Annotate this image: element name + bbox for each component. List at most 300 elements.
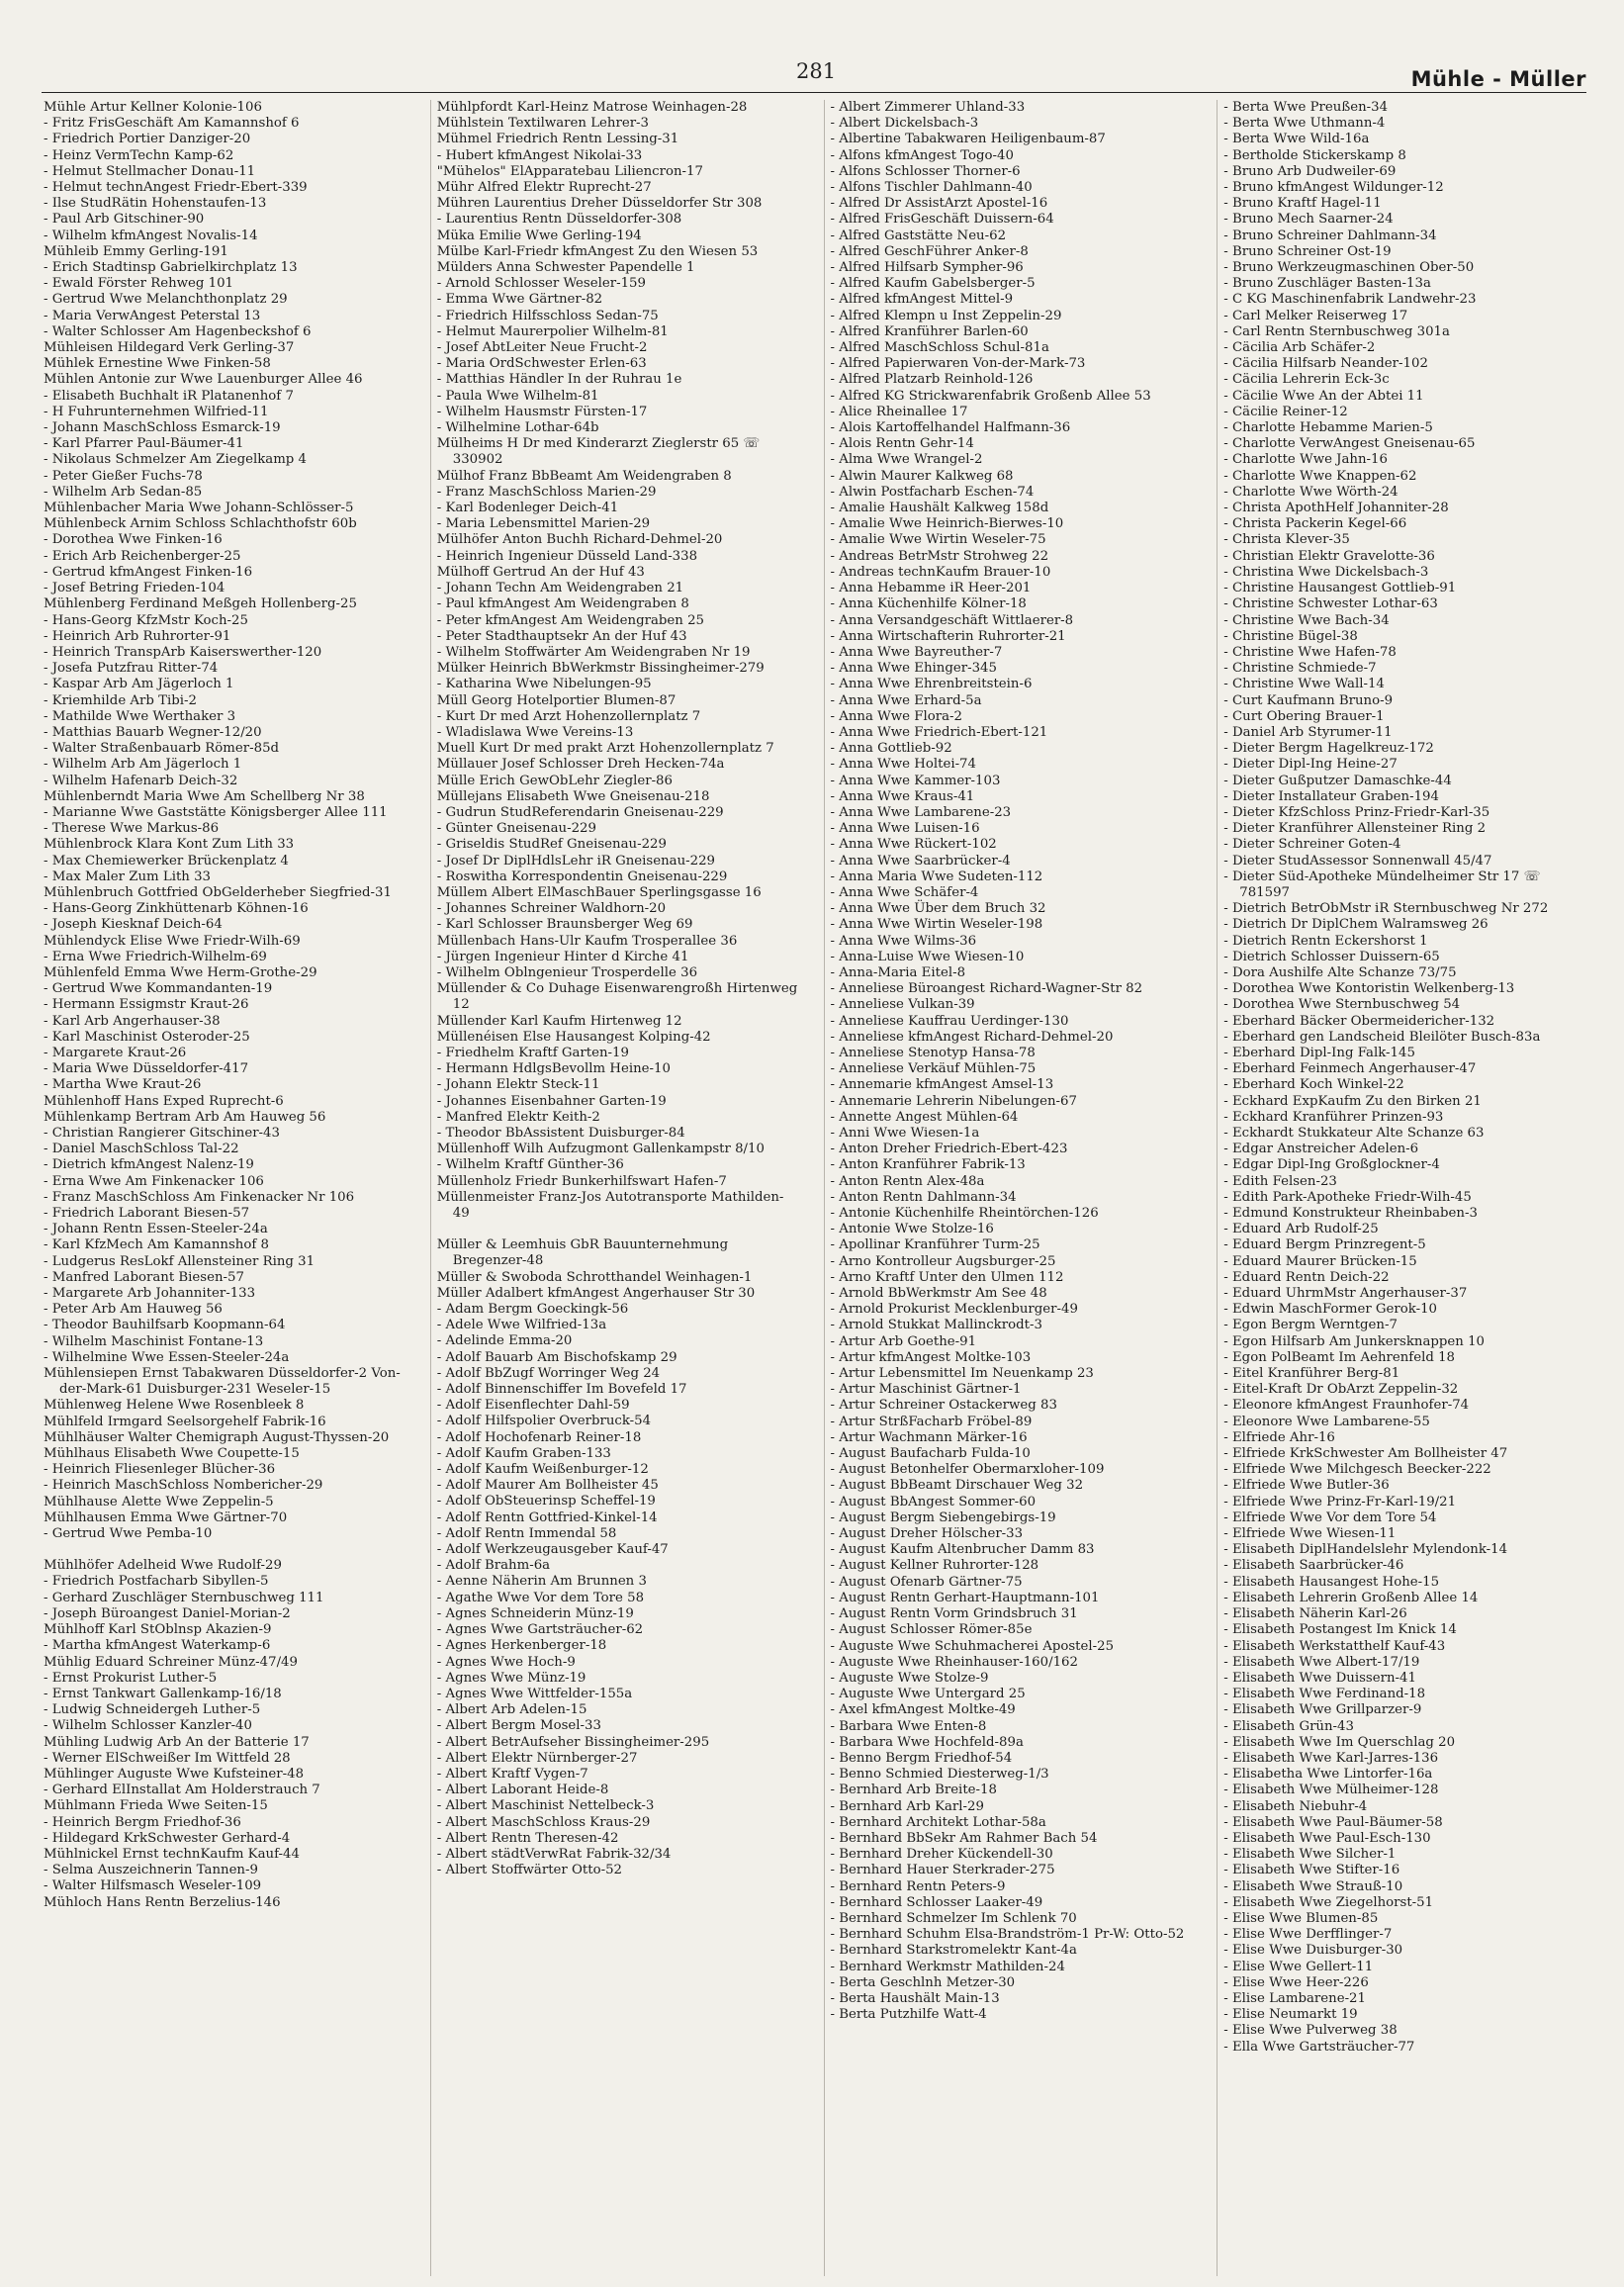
directory-entry: - Dieter StudAssessor Sonnenwall 45/47 xyxy=(1223,853,1492,869)
directory-entry: Müllejans Elisabeth Wwe Gneisenau-218 xyxy=(436,788,710,804)
page-number: 281 xyxy=(796,59,837,83)
directory-entry: - Laurentius Rentn Düsseldorfer-308 xyxy=(436,212,682,228)
directory-entry: - Anna Wwe Erhard-5a xyxy=(830,692,982,708)
directory-entry: - Arnold Schlosser Weseler-159 xyxy=(436,276,646,292)
directory-entry: - Agathe Wwe Vor dem Tore 58 xyxy=(436,1590,645,1605)
directory-entry: - Anna Wwe Saarbrücker-4 xyxy=(830,853,1011,869)
columns-container xyxy=(44,100,1586,2276)
directory-entry: - Elise Neumarkt 19 xyxy=(1223,2007,1358,2023)
directory-entry: - Christine Bügel-38 xyxy=(1223,628,1358,644)
directory-entry: - Gudrun StudReferendarin Gneisenau-229 xyxy=(436,804,724,820)
directory-entry: - Bernhard Architekt Lothar-58a xyxy=(830,1814,1046,1830)
directory-entry: - Albert Bergm Mosel-33 xyxy=(436,1718,601,1734)
directory-entry: - Elise Wwe Blumen-85 xyxy=(1223,1910,1379,1926)
directory-entry: Mühlpfordt Karl-Heinz Matrose Weinhagen-28 xyxy=(436,100,748,115)
directory-entry: - Adolf BbZugf Worringer Weg 24 xyxy=(436,1365,661,1381)
directory-entry: - Albertine Tabakwaren Heiligenbaum-87 xyxy=(830,132,1106,147)
directory-entry: - Elisabeth Wwe Strauß-10 xyxy=(1223,1878,1403,1894)
directory-entry: Mühlendyck Elise Wwe Friedr-Wilh-69 xyxy=(44,933,301,949)
directory-entry: - Anneliese Stenotyp Hansa-78 xyxy=(830,1045,1036,1060)
directory-entry: - Dieter Dipl-Ing Heine-27 xyxy=(1223,757,1398,773)
directory-entry: - Gerhard ElInstallat Am Holderstrauch 7 xyxy=(44,1783,320,1798)
directory-entry: - Karl Pfarrer Paul-Bäumer-41 xyxy=(44,436,244,452)
directory-entry: - Mathilde Wwe Werthaker 3 xyxy=(44,708,236,724)
directory-entry: - Alfred Gaststätte Neu-62 xyxy=(830,228,1007,243)
directory-entry: - Heinrich TranspArb Kaiserswerther-120 xyxy=(44,644,322,660)
directory-entry: - Elisabeth Buchhalt iR Platanenhof 7 xyxy=(44,388,294,404)
directory-entry: Mühle Artur Kellner Kolonie-106 xyxy=(44,100,262,115)
directory-entry: - Barbara Wwe Enten-8 xyxy=(830,1718,987,1734)
directory-entry: - Artur Schreiner Ostackerweg 83 xyxy=(830,1398,1057,1414)
directory-entry: - Elise Wwe Duisburger-30 xyxy=(1223,1943,1403,1959)
directory-entry: - Benno Schmied Diesterweg-1/3 xyxy=(830,1767,1049,1783)
directory-entry: - Bernhard Schlosser Laaker-49 xyxy=(830,1894,1043,1910)
directory-entry: - Ernst Tankwart Gallenkamp-16/18 xyxy=(44,1686,282,1701)
directory-entry: - Wilhelm Maschinist Fontane-13 xyxy=(44,1333,264,1349)
directory-entry: - Christa ApothHelf Johanniter-28 xyxy=(1223,501,1449,516)
directory-entry: - Anna Wirtschafterin Ruhrorter-21 xyxy=(830,628,1066,644)
directory-entry: - Eleonore kfmAngest Fraunhofer-74 xyxy=(1223,1398,1470,1414)
directory-entry: - Roswitha Korrespondentin Gneisenau-229 xyxy=(436,869,728,884)
directory-entry: Mülker Heinrich BbWerkmstr Bissingheimer-279 xyxy=(436,661,765,677)
directory-entry: - Anneliese Büroangest Richard-Wagner-Str 82 xyxy=(830,981,1143,997)
directory-entry: - Elisabeth Niebuhr-4 xyxy=(1223,1798,1368,1814)
directory-entry: - Emma Wwe Gärtner-82 xyxy=(436,292,603,308)
directory-entry: - Eberhard Dipl-Ing Falk-145 xyxy=(1223,1045,1415,1060)
directory-entry: - August BbBeamt Dirschauer Weg 32 xyxy=(830,1478,1084,1494)
directory-entry: - Walter Schlosser Am Hagenbeckshof 6 xyxy=(44,323,312,339)
directory-entry: - Therese Wwe Markus-86 xyxy=(44,821,220,837)
directory-entry: - Bernhard Rentn Peters-9 xyxy=(830,1878,1006,1894)
directory-entry: - Johannes Schreiner Waldhorn-20 xyxy=(436,901,667,917)
directory-entry: - Elisabeth Wwe Ziegelhorst-51 xyxy=(1223,1894,1434,1910)
directory-entry: - Ernst Prokurist Luther-5 xyxy=(44,1670,218,1686)
directory-entry: - Charlotte Wwe Knappen-62 xyxy=(1223,468,1417,484)
directory-entry: - Hildegard KrkSchwester Gerhard-4 xyxy=(44,1830,291,1846)
directory-entry: - Dietrich BetrObMstr iR Sternbuschweg Nr 272 xyxy=(1223,901,1549,917)
directory-entry: - Helmut Maurerpolier Wilhelm-81 xyxy=(436,323,669,339)
directory-entry: Mülheims H Dr med Kinderarzt Zieglerstr 65 ☏ 330902 xyxy=(436,436,761,468)
directory-entry: Mühlen Antonie zur Wwe Lauenburger Allee 46 xyxy=(44,372,363,388)
directory-entry: - Alfred MaschSchloss Schul-81a xyxy=(830,340,1049,356)
directory-entry: - Dieter KfzSchloss Prinz-Friedr-Karl-35 xyxy=(1223,804,1490,820)
directory-entry: - Günter Gneisenau-229 xyxy=(436,821,596,837)
directory-entry: - Elisabeth Wwe Im Querschlag 20 xyxy=(1223,1734,1456,1750)
directory-entry: Mühlenbruch Gottfried ObGelderheber Siegfried-31 xyxy=(44,884,392,900)
directory-entry: - Max Maler Zum Lith 33 xyxy=(44,869,212,884)
directory-entry: - Agnes Schneiderin Münz-19 xyxy=(436,1605,634,1621)
directory-entry: Mühlstein Textilwaren Lehrer-3 xyxy=(436,116,649,132)
directory-entry: - Peter Gießer Fuchs-78 xyxy=(44,468,203,484)
directory-entry: - Margarete Kraut-26 xyxy=(44,1045,187,1060)
directory-entry: - Gertrud Wwe Melanchthonplatz 29 xyxy=(44,292,288,308)
directory-entry: - Christian Elektr Gravelotte-36 xyxy=(1223,548,1435,564)
directory-entry: - Alfred Papierwaren Von-der-Mark-73 xyxy=(830,356,1086,372)
directory-entry: - Josef Dr DiplHdlsLehr iR Gneisenau-229 xyxy=(436,853,716,869)
directory-entry: - Nikolaus Schmelzer Am Ziegelkamp 4 xyxy=(44,452,307,468)
directory-entry: - Berta Wwe Uthmann-4 xyxy=(1223,116,1386,132)
directory-entry: - Katharina Wwe Nibelungen-95 xyxy=(436,677,652,692)
directory-entry: - Andreas technKaufm Brauer-10 xyxy=(830,564,1051,580)
directory-entry: - Carl Rentn Sternbuschweg 301a xyxy=(1223,323,1450,339)
directory-entry: - Elfriede Wwe Vor dem Tore 54 xyxy=(1223,1509,1437,1525)
directory-entry: - Artur Wachmann Märker-16 xyxy=(830,1429,1028,1445)
directory-entry: - Gertrud Wwe Kommandanten-19 xyxy=(44,981,273,997)
directory-entry: - August Kellner Ruhrorter-128 xyxy=(830,1558,1039,1574)
directory-entry: - Wilhelm Arb Am Jägerloch 1 xyxy=(44,757,242,773)
directory-entry: - Maria Wwe Düsseldorfer-417 xyxy=(44,1061,249,1077)
directory-entry: - Amalie Haushält Kalkweg 158d xyxy=(830,501,1049,516)
directory-entry: - Kurt Dr med Arzt Hohenzollernplatz 7 xyxy=(436,708,701,724)
directory-entry: - Anton Rentn Dahlmann-34 xyxy=(830,1189,1017,1205)
directory-entry: Mühlenberndt Maria Wwe Am Schellberg Nr 38 xyxy=(44,788,365,804)
directory-entry: - Bernhard Schuhm Elsa-Brandström-1 Pr-W: Otto-52 xyxy=(830,1927,1185,1943)
directory-entry: - Alice Rheinallee 17 xyxy=(830,404,968,419)
directory-entry: - Benno Bergm Friedhof-54 xyxy=(830,1750,1013,1766)
directory-entry: - Albert BetrAufseher Bissingheimer-295 xyxy=(436,1734,710,1750)
directory-entry: - Anneliese Kauffrau Uerdinger-130 xyxy=(830,1013,1069,1029)
column-4 xyxy=(1217,100,1586,2276)
directory-entry: - Arnold BbWerkmstr Am See 48 xyxy=(830,1286,1047,1302)
directory-entry: - Alfred kfmAngest Mittel-9 xyxy=(830,292,1014,308)
directory-entry: - Dieter Installateur Graben-194 xyxy=(1223,788,1439,804)
directory-entry: - Adolf Eisenflechter Dahl-59 xyxy=(436,1398,630,1414)
directory-entry: - Agnes Herkenberger-18 xyxy=(436,1638,607,1654)
directory-entry: Mühlenberg Ferdinand Meßgeh Hollenberg-25 xyxy=(44,596,357,612)
directory-entry: Mühlig Eduard Schreiner Münz-47/49 xyxy=(44,1654,298,1670)
directory-entry: - Franz MaschSchloss Am Finkenacker Nr 106 xyxy=(44,1189,355,1205)
directory-entry: - Karl Arb Angerhauser-38 xyxy=(44,1013,221,1029)
directory-entry: - Elisabeth Wwe Grillparzer-9 xyxy=(1223,1702,1422,1718)
directory-entry: - Christine Hausangest Gottlieb-91 xyxy=(1223,581,1457,596)
directory-entry: - August Rentn Vorm Grindsbruch 31 xyxy=(830,1606,1078,1622)
directory-entry: - August BbAngest Sommer-60 xyxy=(830,1494,1037,1509)
directory-entry: - Heinrich Bergm Friedhof-36 xyxy=(44,1814,241,1830)
directory-entry: - Bernhard Starkstromelektr Kant-4a xyxy=(830,1943,1077,1959)
column-3 xyxy=(824,100,1194,2276)
directory-entry: - Albert Elektr Nürnberger-27 xyxy=(436,1750,638,1766)
directory-entry: - Paul kfmAngest Am Weidengraben 8 xyxy=(436,596,689,612)
directory-entry: - Hermann HdlgsBevollm Heine-10 xyxy=(436,1061,671,1077)
directory-entry: - Christine Wwe Bach-34 xyxy=(1223,612,1390,628)
directory-entry: - Elise Wwe Derfflinger-7 xyxy=(1223,1927,1393,1943)
directory-entry: - Alois Rentn Gehr-14 xyxy=(830,436,974,452)
directory-entry: - Artur Arb Goethe-91 xyxy=(830,1333,977,1349)
directory-entry: - Alois Kartoffelhandel Halfmann-36 xyxy=(830,420,1071,436)
directory-entry: Mühloch Hans Rentn Berzelius-146 xyxy=(44,1894,281,1910)
directory-entry: - Bertholde Stickerskamp 8 xyxy=(1223,147,1406,163)
directory-entry: - Bernhard Werkmstr Mathilden-24 xyxy=(830,1959,1065,1974)
directory-entry: - Manfred Laborant Biesen-57 xyxy=(44,1269,244,1285)
directory-entry: - Erna Wwe Friedrich-Wilhelm-69 xyxy=(44,949,267,964)
directory-entry: Müllender & Co Duhage Eisenwarengroßh Hirtenweg 12 xyxy=(436,981,798,1013)
directory-entry: - August Bergm Siebengebirgs-19 xyxy=(830,1509,1056,1525)
directory-entry: - Elisabeth Lehrerin Großenb Allee 14 xyxy=(1223,1590,1479,1605)
directory-entry: - Erich Arb Reichenberger-25 xyxy=(44,548,241,564)
directory-entry: - Elisabeth Hausangest Hohe-15 xyxy=(1223,1574,1440,1590)
directory-entry: - August Ofenarb Gärtner-75 xyxy=(830,1574,1023,1590)
directory-entry: - Alfred FrisGeschäft Duissern-64 xyxy=(830,212,1054,228)
directory-entry: Mühleib Emmy Gerling-191 xyxy=(44,243,228,259)
directory-entry: - August Baufacharb Fulda-10 xyxy=(830,1446,1031,1462)
directory-entry: - Albert Kraftf Vygen-7 xyxy=(436,1766,588,1782)
directory-entry: - Arnold Prokurist Mecklenburger-49 xyxy=(830,1302,1078,1318)
directory-entry: - Max Chemiewerker Brückenplatz 4 xyxy=(44,853,289,869)
directory-entry: - Elise Wwe Heer-226 xyxy=(1223,1974,1369,1990)
directory-entry: - Dieter Gußputzer Damaschke-44 xyxy=(1223,773,1452,788)
directory-entry: - Cäcilie Reiner-12 xyxy=(1223,404,1348,419)
directory-entry: Müllenéisen Else Hausangest Kolping-42 xyxy=(436,1029,711,1045)
directory-entry: - Matthias Händler In der Ruhrau 1e xyxy=(436,372,682,388)
directory-entry: - Johann Rentn Essen-Steeler-24a xyxy=(44,1222,268,1237)
directory-entry: - Eberhard Feinmech Angerhauser-47 xyxy=(1223,1061,1477,1077)
directory-entry: - Eleonore Wwe Lambarene-55 xyxy=(1223,1414,1430,1429)
directory-entry: - August Rentn Gerhart-Hauptmann-101 xyxy=(830,1590,1100,1605)
directory-entry: - Berta Geschlnh Metzer-30 xyxy=(830,1974,1016,1990)
directory-entry: Müllauer Josef Schlosser Dreh Hecken-74a xyxy=(436,757,725,773)
directory-entry: - Jürgen Ingenieur Hinter d Kirche 41 xyxy=(436,949,689,964)
directory-entry: - Alma Wwe Wrangel-2 xyxy=(830,452,983,468)
directory-entry: Mühlenweg Helene Wwe Rosenbleek 8 xyxy=(44,1398,305,1414)
directory-entry: Müller Adalbert kfmAngest Angerhauser Str 30 xyxy=(436,1285,756,1301)
directory-entry: - Kriemhilde Arb Tibi-2 xyxy=(44,692,197,708)
directory-entry: - Wilhelm Kraftf Günther-36 xyxy=(436,1157,624,1173)
directory-entry: - Bruno Mech Saarner-24 xyxy=(1223,212,1394,228)
directory-entry: - Friedhelm Kraftf Garten-19 xyxy=(436,1045,629,1060)
directory-entry: - Hans-Georg KfzMstr Koch-25 xyxy=(44,612,248,628)
directory-entry: - Adolf Rentn Immendal 58 xyxy=(436,1525,617,1541)
directory-entry: - Heinrich Arb Ruhrorter-91 xyxy=(44,628,231,644)
directory-entry: - Curt Kaufmann Bruno-9 xyxy=(1223,692,1394,708)
directory-entry: - Albert städtVerwRat Fabrik-32/34 xyxy=(436,1846,672,1862)
directory-entry: Mühr Alfred Elektr Ruprecht-27 xyxy=(436,180,652,196)
directory-entry: - Adolf Hochofenarb Reiner-18 xyxy=(436,1429,642,1445)
directory-entry: - Edith Felsen-23 xyxy=(1223,1173,1337,1189)
directory-entry: - Christa Klever-35 xyxy=(1223,532,1350,548)
directory-entry: - Anton Dreher Friedrich-Ebert-423 xyxy=(830,1142,1068,1157)
directory-entry: - Marianne Wwe Gaststätte Königsberger Allee 111 xyxy=(44,804,388,820)
directory-entry: Mülders Anna Schwester Papendelle 1 xyxy=(436,260,695,276)
header-rule xyxy=(42,92,1586,93)
directory-entry: - Ilse StudRätin Hohenstaufen-13 xyxy=(44,196,267,212)
directory-entry: - Anna Wwe Wilms-36 xyxy=(830,933,977,949)
directory-entry: - Anton Kranführer Fabrik-13 xyxy=(830,1157,1026,1173)
directory-entry: Mühleisen Hildegard Verk Gerling-37 xyxy=(44,340,295,356)
directory-entry: - Margarete Arb Johanniter-133 xyxy=(44,1286,256,1302)
directory-entry: - Anna-Maria Eitel-8 xyxy=(830,964,966,980)
directory-entry: - Christa Packerin Kegel-66 xyxy=(1223,516,1407,532)
directory-entry: - Bernhard Arb Breite-18 xyxy=(830,1783,997,1798)
directory-entry: - Eduard Rentn Deich-22 xyxy=(1223,1269,1390,1285)
directory-entry: - Dieter Schreiner Goten-4 xyxy=(1223,837,1401,853)
directory-entry: - Agnes Wwe Münz-19 xyxy=(436,1670,586,1686)
directory-entry: - Elfriede Wwe Prinz-Fr-Karl-19/21 xyxy=(1223,1494,1457,1509)
directory-entry: - Anna Wwe Ehrenbreitstein-6 xyxy=(830,677,1033,692)
directory-entry: - Dorothea Wwe Kontoristin Welkenberg-13 xyxy=(1223,981,1515,997)
directory-entry: - Adolf Hilfspolier Overbruck-54 xyxy=(436,1414,652,1429)
directory-entry: - Dietrich kfmAngest Nalenz-19 xyxy=(44,1157,254,1173)
directory-entry: - Gertrud kfmAngest Finken-16 xyxy=(44,564,253,580)
directory-entry: - Elise Wwe Gellert-11 xyxy=(1223,1959,1374,1974)
directory-entry: - Albert Maschinist Nettelbeck-3 xyxy=(436,1798,655,1814)
directory-entry: - Kaspar Arb Am Jägerloch 1 xyxy=(44,677,234,692)
directory-entry: Mühmel Friedrich Rentn Lessing-31 xyxy=(436,132,679,147)
directory-entry: - Selma Auszeichnerin Tannen-9 xyxy=(44,1863,258,1878)
directory-entry: - Alfred Kranführer Barlen-60 xyxy=(830,323,1029,339)
directory-entry: - Helmut technAngest Friedr-Ebert-339 xyxy=(44,180,308,196)
directory-entry: Mühlhöfer Adelheid Wwe Rudolf-29 xyxy=(44,1558,282,1574)
directory-entry: Mühren Laurentius Dreher Düsseldorfer Str 308 xyxy=(436,196,763,212)
directory-entry: - August Schlosser Römer-85e xyxy=(830,1622,1033,1638)
directory-entry: Müllenbach Hans-Ulr Kaufm Trosperallee 36 xyxy=(436,933,738,949)
directory-entry: - Albert Rentn Theresen-42 xyxy=(436,1830,619,1846)
directory-entry: Mühlenfeld Emma Wwe Herm-Grothe-29 xyxy=(44,964,317,980)
directory-entry: Mühlnickel Ernst technKaufm Kauf-44 xyxy=(44,1846,300,1862)
directory-entry: - Edith Park-Apotheke Friedr-Wilh-45 xyxy=(1223,1189,1472,1205)
directory-entry: - Elise Wwe Pulverweg 38 xyxy=(1223,2023,1398,2039)
directory-entry: - Heinrich Ingenieur Düsseld Land-338 xyxy=(436,548,698,564)
directory-entry: - Elisabeth Werkstatthelf Kauf-43 xyxy=(1223,1638,1446,1654)
directory-entry: - Anna Versandgeschäft Wittlaerer-8 xyxy=(830,612,1074,628)
directory-entry: - Daniel Arb Styrumer-11 xyxy=(1223,724,1393,740)
directory-entry: - Aenne Näherin Am Brunnen 3 xyxy=(436,1574,647,1590)
directory-entry: - Elise Lambarene-21 xyxy=(1223,1990,1366,2006)
directory-entry: - Auguste Wwe Stolze-9 xyxy=(830,1670,989,1686)
directory-entry: - Annemarie Lehrerin Nibelungen-67 xyxy=(830,1093,1077,1109)
directory-entry: - Bruno Kraftf Hagel-11 xyxy=(1223,196,1382,212)
directory-entry: - Johann MaschSchloss Esmarck-19 xyxy=(44,420,281,436)
directory-entry: - Agnes Wwe Wittfelder-155a xyxy=(436,1686,633,1701)
directory-entry: - Amalie Wwe Heinrich-Bierwes-10 xyxy=(830,516,1064,532)
directory-entry: - Elisabetha Wwe Lintorfer-16a xyxy=(1223,1767,1433,1783)
directory-entry: - Ludwig Schneidergeh Luther-5 xyxy=(44,1702,261,1718)
directory-entry: Müllem Albert ElMaschBauer Sperlingsgasse 16 xyxy=(436,884,762,900)
directory-entry: - Bernhard BbSekr Am Rahmer Bach 54 xyxy=(830,1830,1098,1846)
directory-entry: - Alfons Schlosser Thorner-6 xyxy=(830,163,1021,179)
column-2 xyxy=(430,100,800,2276)
directory-entry: - Edwin MaschFormer Gerok-10 xyxy=(1223,1302,1437,1318)
directory-entry: - Eberhard gen Landscheid Bleilöter Busch-83a xyxy=(1223,1029,1541,1045)
directory-entry: - Anna Wwe Über dem Bruch 32 xyxy=(830,901,1046,917)
directory-entry: Müka Emilie Wwe Gerling-194 xyxy=(436,228,642,243)
directory-entry: - Eduard Maurer Brücken-15 xyxy=(1223,1253,1417,1269)
directory-entry: "Mühelos" ElApparatebau Liliencron-17 xyxy=(436,163,703,179)
directory-entry: - August Betonhelfer Obermarxloher-109 xyxy=(830,1462,1105,1478)
directory-entry: - Anna Wwe Kraus-41 xyxy=(830,788,975,804)
directory-entry: - Anneliese Verkäuf Mühlen-75 xyxy=(830,1061,1037,1077)
directory-entry: - Albert Zimmerer Uhland-33 xyxy=(830,100,1026,115)
directory-entry: - Edgar Anstreicher Adelen-6 xyxy=(1223,1142,1419,1157)
directory-entry: - Hubert kfmAngest Nikolai-33 xyxy=(436,147,643,163)
directory-entry: - Peter kfmAngest Am Weidengraben 25 xyxy=(436,612,704,628)
directory-entry: - Walter Straßenbauarb Römer-85d xyxy=(44,741,280,757)
directory-entry: - Elisabeth Postangest Im Knick 14 xyxy=(1223,1622,1457,1638)
directory-entry: - Adolf Brahm-6a xyxy=(436,1558,551,1574)
directory-entry: Mühlensiepen Ernst Tabakwaren Düsseldorfer-2 Von-der-Mark-61 Duisburger-231 Weseler-15 xyxy=(44,1366,401,1398)
directory-entry: - Elisabeth Näherin Karl-26 xyxy=(1223,1606,1407,1622)
directory-entry: - Elisabeth DiplHandelslehr Mylendonk-14 xyxy=(1223,1542,1508,1558)
directory-entry: - Heinrich MaschSchloss Nombericher-29 xyxy=(44,1478,323,1494)
directory-entry: - Barbara Wwe Hochfeld-89a xyxy=(830,1734,1024,1750)
directory-entry: - Curt Obering Brauer-1 xyxy=(1223,708,1385,724)
directory-entry: - Josefa Putzfrau Ritter-74 xyxy=(44,661,219,677)
directory-entry: - Manfred Elektr Keith-2 xyxy=(436,1109,600,1125)
directory-entry: - Christine Wwe Wall-14 xyxy=(1223,677,1385,692)
directory-entry: - Johannes Eisenbahner Garten-19 xyxy=(436,1093,667,1109)
directory-entry: Müller & Swoboda Schrotthandel Weinhagen-1 xyxy=(436,1269,753,1285)
directory-entry: - Auguste Wwe Schuhmacherei Apostel-25 xyxy=(830,1638,1115,1654)
directory-entry: - Matthias Bauarb Wegner-12/20 xyxy=(44,724,262,740)
directory-entry: - August Kaufm Altenbrucher Damm 83 xyxy=(830,1542,1095,1558)
directory-entry: - Anna Wwe Flora-2 xyxy=(830,708,962,724)
directory-entry: Müllenhoff Wilh Aufzugmont Gallenkampstr 8/10 xyxy=(436,1142,765,1157)
directory-entry: - Peter Arb Am Hauweg 56 xyxy=(44,1302,223,1318)
directory-entry: - Elfriede Wwe Butler-36 xyxy=(1223,1478,1390,1494)
directory-entry: - Elfriede Ahr-16 xyxy=(1223,1429,1335,1445)
directory-entry: - Elfriede KrkSchwester Am Bollheister 47 xyxy=(1223,1446,1508,1462)
directory-entry: - Adolf Bauarb Am Bischofskamp 29 xyxy=(436,1349,677,1365)
directory-entry: - Heinrich Fliesenleger Blücher-36 xyxy=(44,1462,276,1478)
directory-entry: - Christian Rangierer Gitschiner-43 xyxy=(44,1126,280,1141)
directory-entry: - Berta Wwe Wild-16a xyxy=(1223,132,1370,147)
directory-entry: - Axel kfmAngest Moltke-49 xyxy=(830,1702,1016,1718)
directory-entry: - Karl Schlosser Braunsberger Weg 69 xyxy=(436,917,693,933)
directory-entry: - Joseph Kiesknaf Deich-64 xyxy=(44,917,223,933)
directory-entry: - C KG Maschinenfabrik Landwehr-23 xyxy=(1223,292,1477,308)
directory-entry: - Johann Elektr Steck-11 xyxy=(436,1077,600,1093)
directory-entry: - Alfred Platzarb Reinhold-126 xyxy=(830,372,1034,388)
directory-entry: - Egon Hilfsarb Am Junkersknappen 10 xyxy=(1223,1333,1486,1349)
directory-entry: - Alfons kfmAngest Togo-40 xyxy=(830,147,1014,163)
directory-entry: - Heinz VermTechn Kamp-62 xyxy=(44,147,234,163)
directory-entry: - Albert Stoffwärter Otto-52 xyxy=(436,1863,623,1878)
directory-entry: - Egon PolBeamt Im Aehrenfeld 18 xyxy=(1223,1349,1456,1365)
directory-entry: - Andreas BetrMstr Strohweg 22 xyxy=(830,548,1049,564)
directory-entry: - Dora Aushilfe Alte Schanze 73/75 xyxy=(1223,964,1457,980)
directory-entry: - Amalie Wwe Wirtin Weseler-75 xyxy=(830,532,1046,548)
directory-entry: - Anneliese kfmAngest Richard-Dehmel-20 xyxy=(830,1029,1114,1045)
directory-entry: - Eitel Kranführer Berg-81 xyxy=(1223,1366,1400,1382)
directory-entry: - Eckhard Kranführer Prinzen-93 xyxy=(1223,1109,1444,1125)
directory-entry: - Daniel MaschSchloss Tal-22 xyxy=(44,1142,239,1157)
directory-entry: - Eitel-Kraft Dr ObArzt Zeppelin-32 xyxy=(1223,1382,1459,1398)
directory-entry: - Adolf Kaufm Graben-133 xyxy=(436,1445,611,1461)
directory-entry: Mülbe Karl-Friedr kfmAngest Zu den Wiesen 53 xyxy=(436,243,759,259)
directory-entry: - Antonie Wwe Stolze-16 xyxy=(830,1222,994,1237)
directory-entry: - Albert MaschSchloss Kraus-29 xyxy=(436,1814,651,1830)
directory-entry: - Elisabeth Wwe Paul-Esch-130 xyxy=(1223,1830,1431,1846)
directory-entry: - Anna Wwe Rückert-102 xyxy=(830,837,997,853)
directory-entry: - Dorothea Wwe Sternbuschweg 54 xyxy=(1223,997,1461,1013)
directory-entry: - Arnold Stukkat Mallinckrodt-3 xyxy=(830,1318,1042,1333)
directory-entry: - Elisabeth Wwe Paul-Bäumer-58 xyxy=(1223,1814,1443,1830)
directory-entry: Mühlfeld Irmgard Seelsorgehelf Fabrik-16 xyxy=(44,1414,326,1429)
directory-entry: - Wilhelm Arb Sedan-85 xyxy=(44,484,203,500)
directory-entry: - Joseph Büroangest Daniel-Morian-2 xyxy=(44,1605,291,1621)
directory-entry: - Paul Arb Gitschiner-90 xyxy=(44,212,205,228)
directory-entry: Mühlenhoff Hans Exped Ruprecht-6 xyxy=(44,1093,284,1109)
directory-entry: - Bruno Arb Dudweiler-69 xyxy=(1223,163,1397,179)
directory-entry: - Elisabeth Saarbrücker-46 xyxy=(1223,1558,1404,1574)
directory-entry: - Auguste Wwe Untergard 25 xyxy=(830,1687,1026,1702)
directory-entry: - Carl Melker Reiserweg 17 xyxy=(1223,308,1408,323)
directory-entry: - Albert Dickelsbach-3 xyxy=(830,116,979,132)
directory-entry: - Apollinar Kranführer Turm-25 xyxy=(830,1237,1040,1253)
directory-entry: Müllenmeister Franz-Jos Autotransporte Mathilden-49 xyxy=(436,1189,784,1222)
directory-entry: - Wilhelm Hafenarb Deich-32 xyxy=(44,773,238,788)
directory-entry: - Christine Wwe Hafen-78 xyxy=(1223,644,1397,660)
directory-entry: - Agnes Wwe Gartsträucher-62 xyxy=(436,1622,644,1638)
